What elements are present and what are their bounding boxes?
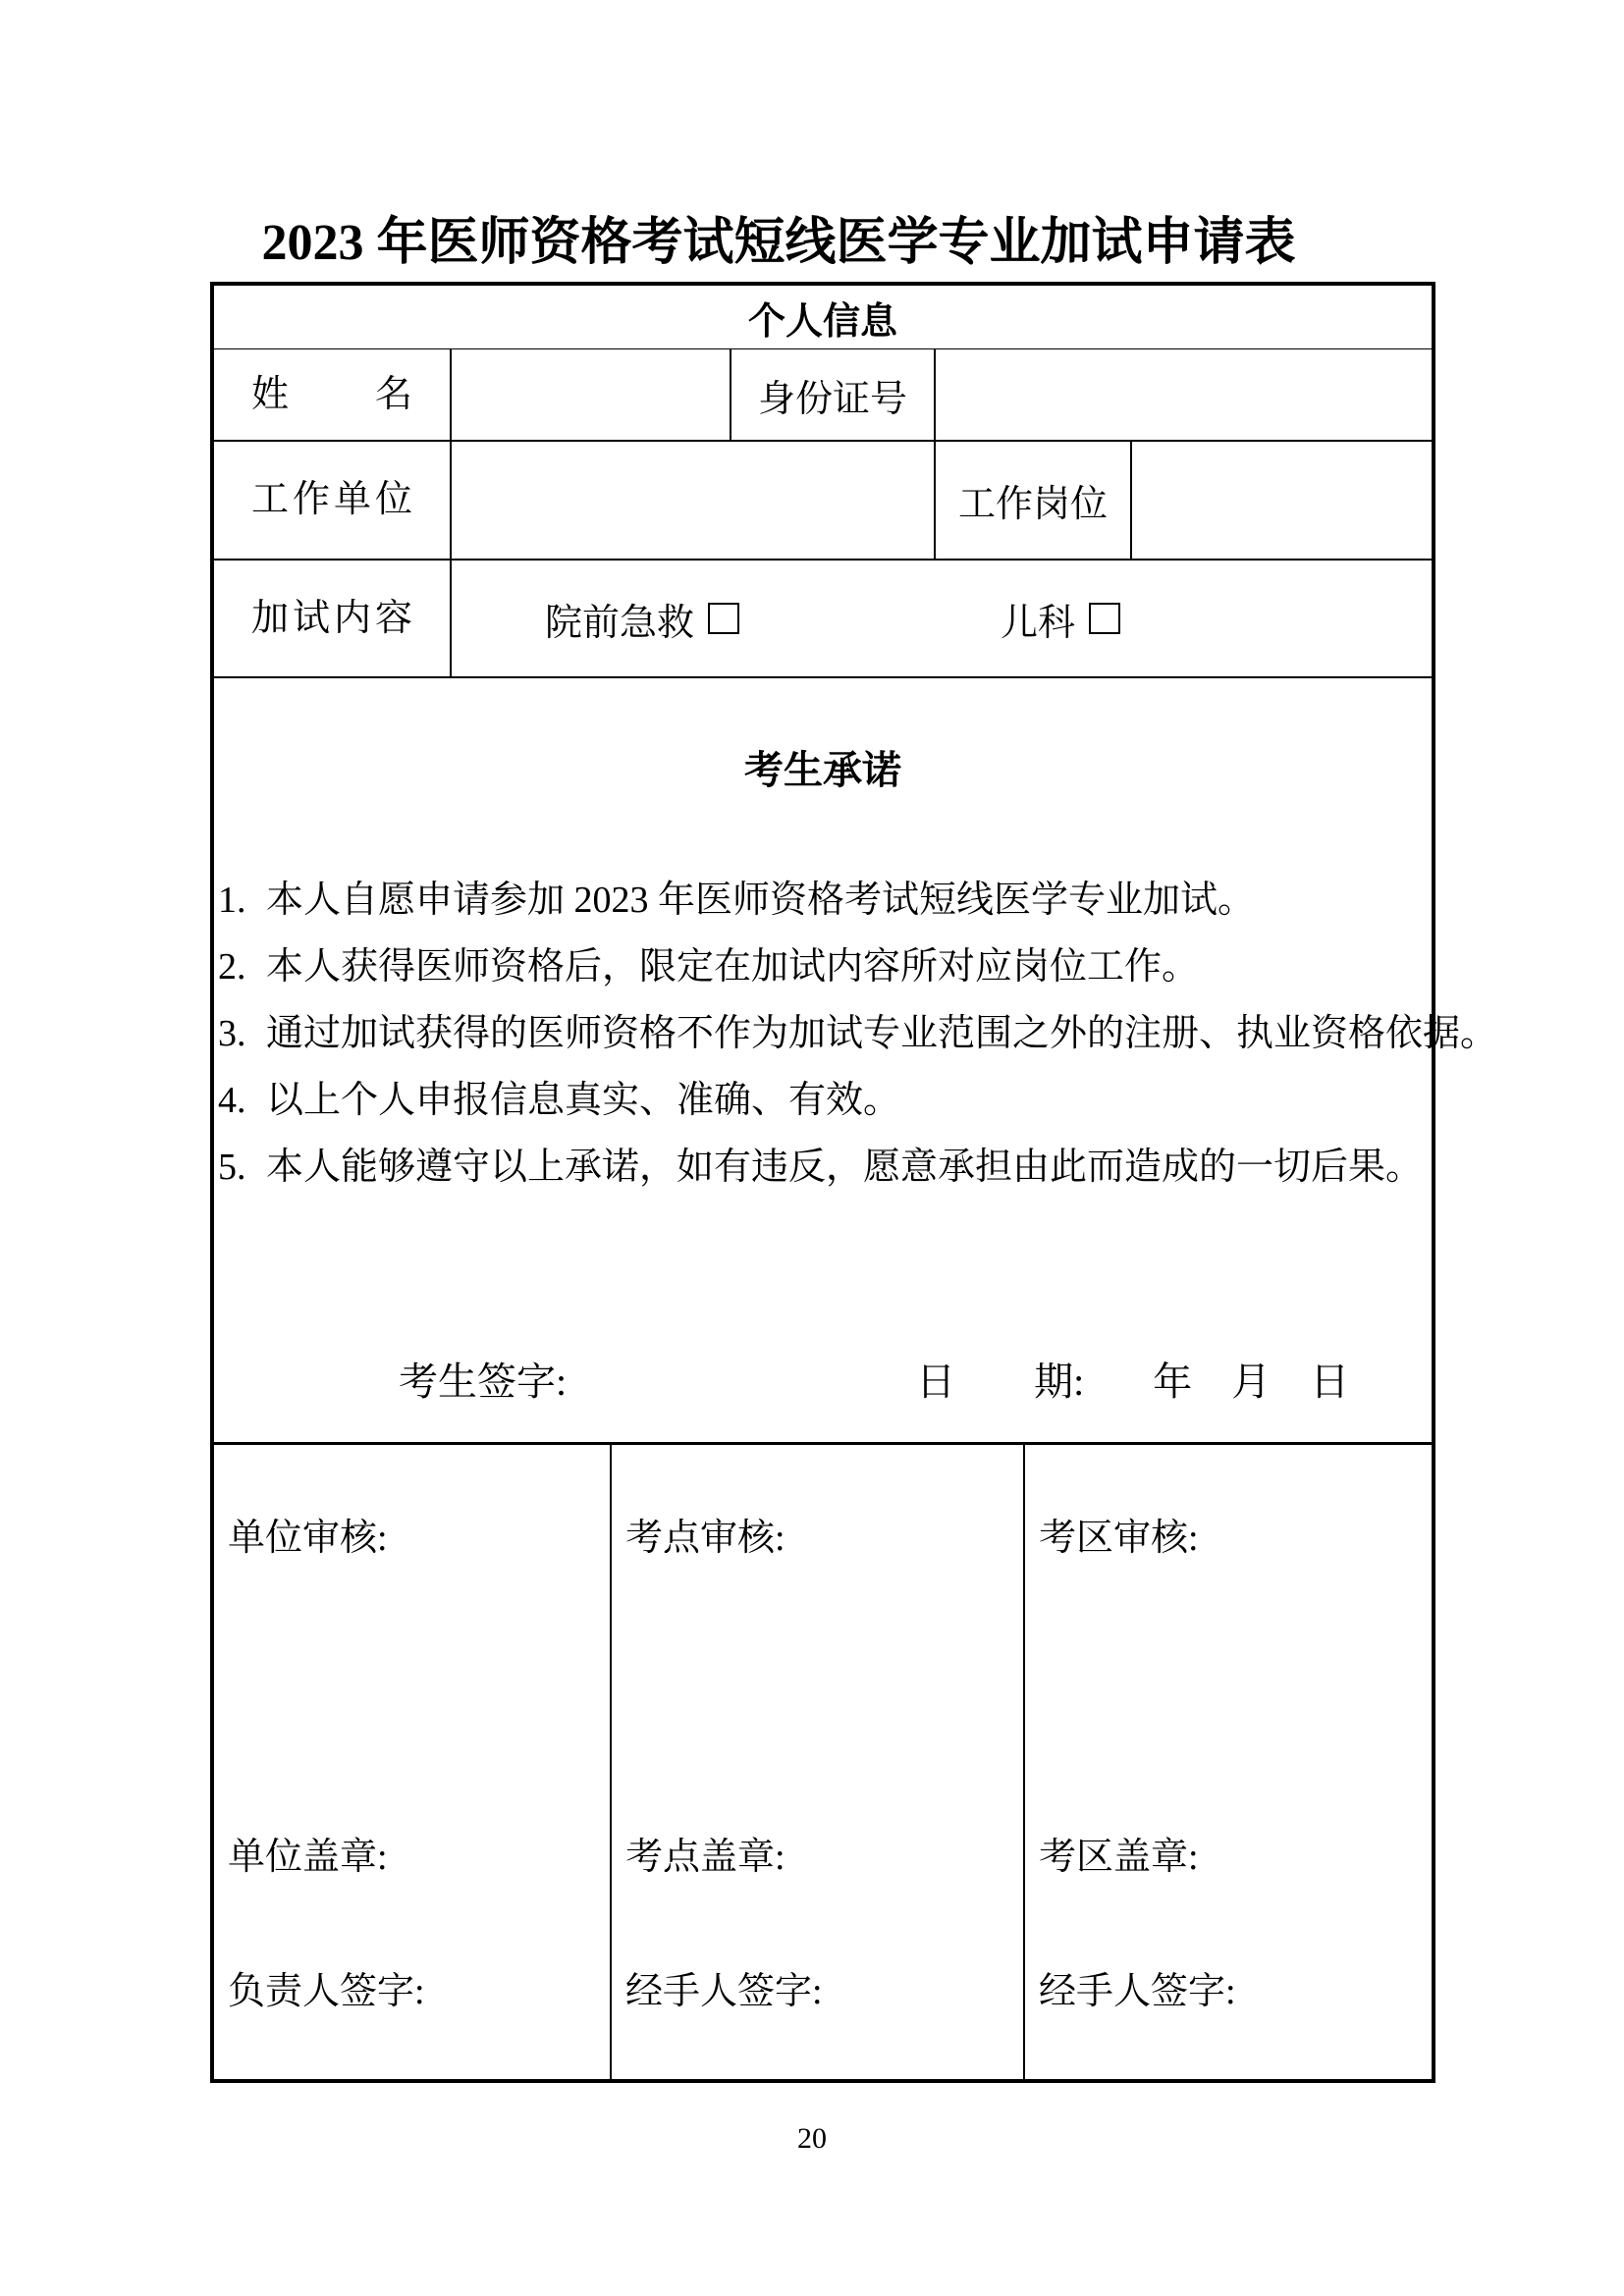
id-number-label: 身份证号 xyxy=(731,349,936,440)
extra-test-label: 加试内容 xyxy=(214,561,452,676)
item-number: 2. xyxy=(218,946,246,988)
site-review-column[interactable] xyxy=(612,1445,1025,2079)
commitment-row xyxy=(214,678,1498,1445)
name-id-row xyxy=(214,349,1432,442)
item-number: 1. xyxy=(218,880,246,921)
prehospital-checkbox[interactable] xyxy=(708,603,739,634)
item-number: 3. xyxy=(218,1013,246,1054)
item-text: 本人能够遵守以上承诺，如有违反，愿意承担由此而造成的一切后果。 xyxy=(266,1147,1424,1188)
date-label: 日 期: xyxy=(916,1360,1085,1404)
work-unit-row xyxy=(214,442,1432,561)
unit-review-label: 单位审核: xyxy=(228,1518,388,1559)
commitment-item xyxy=(218,1067,1432,1134)
site-review-label: 考点审核: xyxy=(625,1518,785,1559)
commitment-item xyxy=(218,1000,1498,1067)
commitment-list xyxy=(214,867,1498,1201)
work-unit-label: 工作单位 xyxy=(214,442,452,559)
name-label: 姓名 xyxy=(214,349,452,440)
item-number: 5. xyxy=(218,1147,246,1188)
pediatrics-checkbox[interactable] xyxy=(1089,603,1120,634)
district-review-column[interactable] xyxy=(1025,1445,1432,2079)
personal-info-section-title: 个人信息 xyxy=(747,300,897,343)
site-seal-label: 考点盖章: xyxy=(625,1837,785,1878)
commitment-item xyxy=(218,1134,1432,1201)
option-pediatrics-label: 儿科 xyxy=(1001,602,1076,644)
option-prehospital xyxy=(545,592,739,646)
unit-seal-label: 单位盖章: xyxy=(228,1837,388,1878)
site-handler-signature-label: 经手人签字: xyxy=(625,1971,823,2012)
district-seal-label: 考区盖章: xyxy=(1039,1837,1199,1878)
id-number-input-cell[interactable] xyxy=(936,349,1432,440)
unit-review-column[interactable] xyxy=(214,1445,612,2079)
date-ymd-label: 年 月 日 xyxy=(1153,1360,1350,1404)
item-text: 以上个人申报信息真实、准确、有效。 xyxy=(266,1080,901,1121)
district-handler-signature-label: 经手人签字: xyxy=(1039,1971,1236,2012)
review-section-row xyxy=(214,1445,1432,2079)
work-post-input-cell[interactable] xyxy=(1132,442,1432,559)
item-number: 4. xyxy=(218,1080,246,1121)
item-text: 通过加试获得的医师资格不作为加试专业范围之外的注册、执业资格依据。 xyxy=(266,1013,1498,1054)
item-text: 本人自愿申请参加 2023 年医师资格考试短线医学专业加试。 xyxy=(266,880,1256,921)
candidate-signature-row xyxy=(214,1311,1432,1453)
page-number: 20 xyxy=(797,2122,827,2155)
work-unit-input-cell[interactable] xyxy=(452,442,936,559)
district-review-label: 考区审核: xyxy=(1039,1518,1199,1559)
commitment-cell xyxy=(214,678,1498,1442)
extra-test-row xyxy=(214,561,1432,678)
option-pediatrics xyxy=(1001,592,1120,646)
unit-responsible-signature-label: 负责人签字: xyxy=(228,1971,425,2012)
name-input-cell[interactable] xyxy=(452,349,731,440)
commitment-item xyxy=(218,867,1432,934)
work-post-label: 工作岗位 xyxy=(936,442,1132,559)
item-text: 本人获得医师资格后，限定在加试内容所对应岗位工作。 xyxy=(266,946,1200,988)
personal-info-header-row xyxy=(214,286,1432,349)
commitment-title: 考生承诺 xyxy=(744,748,901,792)
form-title: 2023 年医师资格考试短线医学专业加试申请表 xyxy=(261,215,1296,271)
application-form-table xyxy=(210,282,1498,2083)
option-prehospital-label: 院前急救 xyxy=(545,602,695,644)
extra-test-options-cell xyxy=(452,561,1432,676)
candidate-signature-label: 考生签字: xyxy=(399,1360,568,1404)
commitment-item xyxy=(218,934,1432,1000)
